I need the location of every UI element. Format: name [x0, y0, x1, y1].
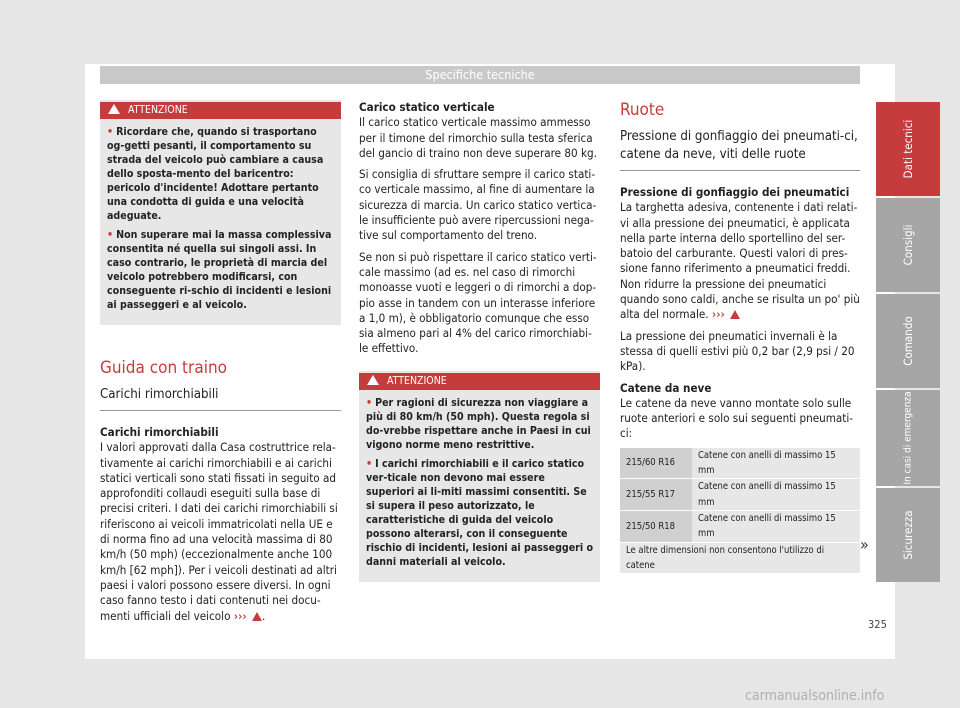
tab-comando[interactable]: Comando [876, 294, 940, 388]
paragraph-heading: Catene da neve [620, 380, 712, 395]
tab-emergenza[interactable]: In casi di emergenza [876, 390, 940, 486]
continue-marker: » [860, 535, 869, 554]
paragraph: La pressione dei pneumatici invernali è la stessa di quelli estivi più 0,2 bar (2,9 psi / 20 kPa). [620, 328, 855, 374]
subsection-title: Pressione di gonfiaggio dei pneumati-ci, catene da neve, viti delle ruote [620, 128, 860, 171]
table-footer-row: Le altre dimensioni non consentono l'utilizzo di catene [620, 542, 860, 574]
paragraph: Le catene da neve vanno montate solo sulle ruote anteriori e solo sui seguenti pneumati-ci: [620, 395, 854, 441]
warning-icon [108, 104, 120, 114]
section-title-wheels: Ruote [620, 100, 665, 120]
warning-header: ATTENZIONE [359, 373, 600, 390]
page-number: 325 [868, 618, 887, 631]
cross-ref-arrows: ››› [233, 608, 247, 623]
paragraph: La targhetta adesiva, contenente i dati relati-vi alla pressione dei pneumatici, è applicata nella parte interna dello sportellino del ser-batoio del carburante. Questi valori di pres-sione fanno riferimento a pneumatici freddi. Non ridurre la pressione dei pneumatici quando sono caldi, anche se risulta un po' più alta del normale. ››› [620, 200, 860, 322]
page-header: Specifiche tecniche [100, 66, 860, 84]
subsection-title: Carichi rimorchiabili [100, 386, 341, 411]
tab-sicurezza[interactable]: Sicurezza [876, 488, 940, 582]
watermark: carmanualsonline.info [745, 688, 885, 704]
cross-ref-arrows: ››› [711, 307, 725, 322]
paragraph-heading: Pressione di gonfiaggio dei pneumatici [620, 185, 850, 199]
paragraph: Il carico statico verticale massimo ammesso per il timone del rimorchio sulla testa sferica del gancio di traino non deve superare 80 kg. [359, 115, 597, 160]
section-title-towing: Guida con traino [100, 358, 228, 378]
column-1 [100, 100, 341, 630]
warning-box-2 [359, 371, 600, 582]
warning-item: • Non superare mai la massa complessiva consentita né quella sui singoli assi. In caso contrario, le proprietà di marcia del veicolo potrebbero modificarsi, con conseguente ri-schio di incidenti e lesioni ai passeggeri e al veicolo. [107, 229, 332, 311]
warning-header: ATTENZIONE [100, 102, 341, 119]
warning-icon [730, 310, 740, 319]
tab-consigli[interactable]: Consigli [876, 198, 940, 292]
warning-box-1 [100, 100, 341, 325]
tab-dati-tecnici[interactable]: Dati tecnici [876, 102, 940, 196]
paragraph-heading: Carico statico verticale [359, 100, 495, 114]
warning-item: • Per ragioni di sicurezza non viaggiare a più di 80 km/h (50 mph). Questa regola si do-vrebbe rispettare anche in Paesi in cui vigono norme meno restrittive. [366, 396, 591, 451]
warning-icon [252, 612, 262, 621]
paragraph: Si consiglia di sfruttare sempre il carico stati-co verticale massimo, al fine di aumentare la sicurezza di marcia. Un carico statico vertica-le insufficiente può avere ripercussioni nega-tive sul comportamento del treno. [359, 167, 597, 243]
column-2 [359, 100, 600, 582]
warning-item: • I carichi rimorchiabili e il carico statico ver-ticale non devono mai essere superiori ai li-miti massimi consentiti. Se si supera il peso autorizzato, le caratteristiche di guida del veicolo possono alterarsi, con il conseguente rischio di incidenti, lesioni ai passeggeri o danni materiali al veicolo. [366, 457, 594, 568]
warning-icon [367, 375, 379, 385]
table-row: 215/60 R16 Catene con anelli di massimo 15 mm [620, 448, 860, 479]
snow-chains-table [620, 448, 860, 574]
paragraph: I valori approvati dalla Casa costruttrice rela-tivamente ai carichi rimorchiabili e ai carichi statici verticali sono stati fissati in seguito ad approfonditi collaudi eseguiti sulla base di precisi criteri. I dati dei carichi rimorchiabili si riferiscono ai veicoli immatricolati nella UE e di norma fino ad una velocità massima di 80 km/h (50 mph) (eccezionalmente anche 100 km/h [62 mph]). Per i veicoli destinati ad altri paesi i valori possono essere diversi. In ogni caso fanno testo i dati contenuti nei docu-menti ufficiali del veicolo ››› . [100, 440, 338, 623]
column-3 [620, 100, 860, 574]
paragraph: Se non si può rispettare il carico statico verti-cale massimo (ad es. nel caso di rimorchi monoasse vuoti e leggeri o di rimorchi a dop-pio asse in tandem con un interasse inferiore a 1,0 m), è obbligatorio comunque che esso sia almeno pari al 4% del carico rimorchiabi-le effettivo. [359, 249, 597, 356]
paragraph-heading: Carichi rimorchiabili [100, 425, 219, 439]
table-row: 215/50 R18 Catene con anelli di massimo 15 mm [620, 510, 860, 542]
table-row: 215/55 R17 Catene con anelli di massimo 15 mm [620, 479, 860, 511]
warning-item: • Ricordare che, quando si trasportano og-getti pesanti, il comportamento su strada del veicolo può cambiare a causa dello sposta-mento del baricentro: pericolo d'incidente! Adottare pertanto una condotta di guida e una velocità adeguate. [107, 126, 324, 222]
